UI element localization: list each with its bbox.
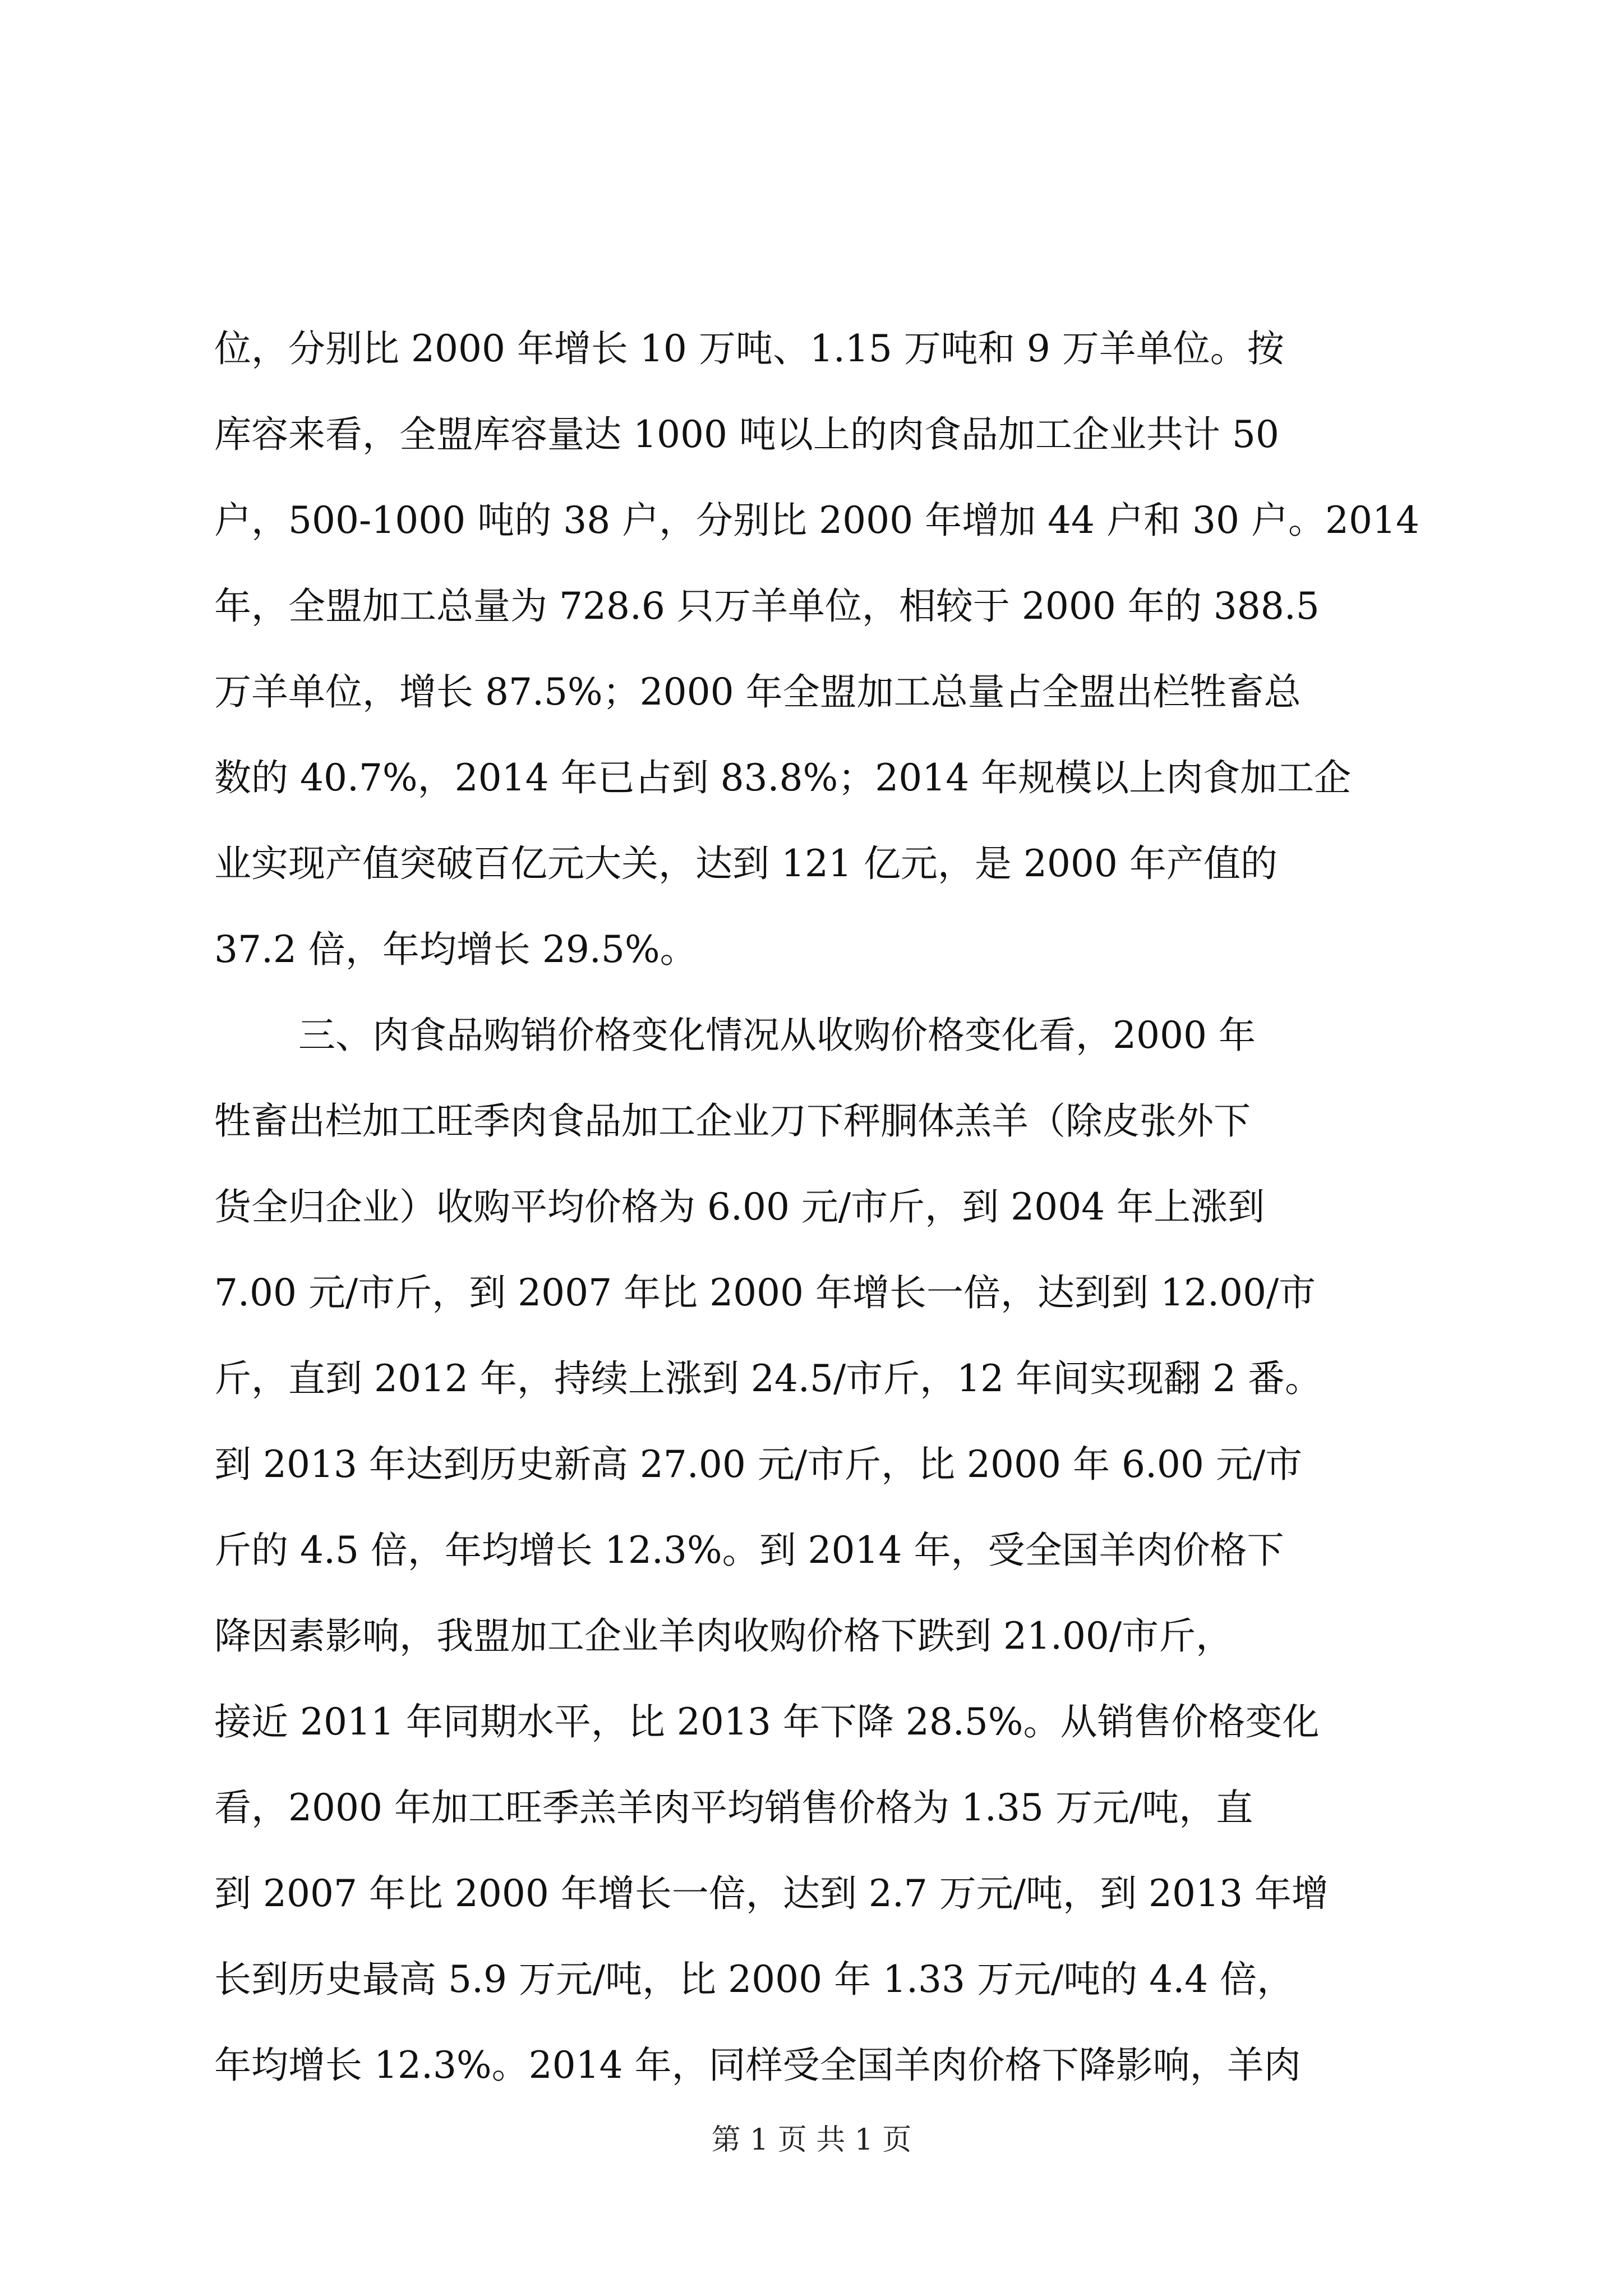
text-line: 到 2007 年比 2000 年增长一倍，达到 2.7 万元/吨，到 2013 年增 bbox=[214, 1872, 1329, 1915]
text-line: 降因素影响，我盟加工企业羊肉收购价格下跌到 21.00/市斤， bbox=[214, 1614, 1233, 1658]
text-line: 斤的 4.5 倍，年均增长 12.3%。到 2014 年，受全国羊肉价格下 bbox=[214, 1529, 1284, 1572]
text-line: 年，全盟加工总量为 728.6 只万羊单位，相较于 2000 年的 388.5 bbox=[214, 585, 1320, 628]
text-line: 7.00 元/市斤，到 2007 年比 2000 年增长一倍，达到到 12.00/市 bbox=[214, 1271, 1316, 1314]
body-text bbox=[214, 306, 1448, 2108]
text-line: 万羊单位，增长 87.5%；2000 年全盟加工总量占全盟出栏牲畜总 bbox=[214, 670, 1301, 714]
text-line: 37.2 倍，年均增长 29.5%。 bbox=[214, 928, 697, 971]
text-line: 到 2013 年达到历史新高 27.00 元/市斤，比 2000 年 6.00 元/市 bbox=[214, 1443, 1303, 1486]
text-line: 货全归企业）收购平均价格为 6.00 元/市斤，到 2004 年上涨到 bbox=[214, 1185, 1265, 1228]
text-line: 看，2000 年加工旺季羔羊肉平均销售价格为 1.35 万元/吨，直 bbox=[214, 1786, 1253, 1829]
text-line: 长到历史最高 5.9 万元/吨，比 2000 年 1.33 万元/吨的 4.4 倍， bbox=[214, 1958, 1294, 2001]
text-line: 接近 2011 年同期水平，比 2013 年下降 28.5%。从销售价格变化 bbox=[214, 1700, 1320, 1743]
text-line: 牲畜出栏加工旺季肉食品加工企业刀下秤胴体羔羊（除皮张外下 bbox=[214, 1099, 1251, 1143]
text-line: 库容来看，全盟库容量达 1000 吨以上的肉食品加工企业共计 50 bbox=[214, 413, 1279, 456]
text-line: 数的 40.7%，2014 年已占到 83.8%；2014 年规模以上肉食加工企 bbox=[214, 756, 1352, 799]
text-line: 户，500-1000 吨的 38 户，分别比 2000 年增加 44 户和 30 户。2014 bbox=[214, 499, 1419, 542]
page-footer: 第 1 页 共 1 页 bbox=[711, 2123, 912, 2157]
text-line: 业实现产值突破百亿元大关，达到 121 亿元，是 2000 年产值的 bbox=[214, 842, 1278, 885]
paragraph-start-line: 三、肉食品购销价格变化情况从收购价格变化看，2000 年 bbox=[298, 1014, 1256, 1057]
text-line: 位，分别比 2000 年增长 10 万吨、1.15 万吨和 9 万羊单位。按 bbox=[214, 327, 1284, 370]
text-line: 斤，直到 2012 年，持续上涨到 24.5/市斤，12 年间实现翻 2 番。 bbox=[214, 1357, 1322, 1400]
text-line: 年均增长 12.3%。2014 年，同样受全国羊肉价格下降影响，羊肉 bbox=[214, 2044, 1301, 2087]
